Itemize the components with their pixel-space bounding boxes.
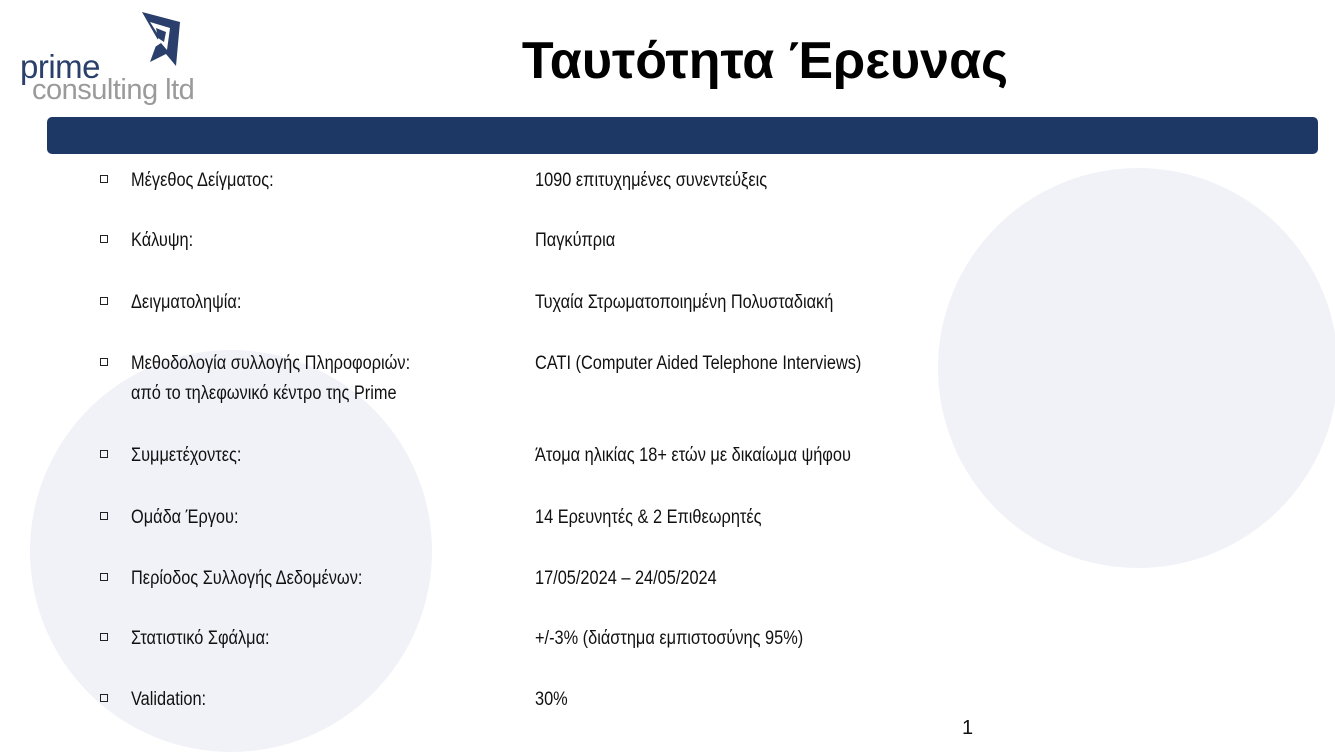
- item-label-line1: Μεθοδολογία συλλογής Πληροφοριών:: [131, 353, 411, 374]
- square-bullet-icon: [100, 358, 108, 366]
- logo-wordmark-prime: prime: [20, 48, 101, 85]
- square-bullet-icon: [100, 694, 108, 702]
- square-bullet-icon: [100, 235, 108, 243]
- item-label: [131, 226, 449, 256]
- item-label: [131, 166, 449, 196]
- item-label-line1: Μέγεθος Δείγματος:: [131, 170, 274, 191]
- item-label: [131, 685, 449, 715]
- item-label-line1: Κάλυψη:: [131, 230, 194, 251]
- item-label-line1: Validation:: [131, 689, 207, 710]
- square-bullet-icon: [100, 450, 108, 458]
- item-label: [131, 564, 449, 594]
- item-label-line1: Δειγματοληψία:: [131, 292, 242, 313]
- item-label-line1: Στατιστικό Σφάλμα:: [131, 628, 270, 649]
- item-label: [131, 288, 449, 318]
- item-value: CATI (Computer Aided Telephone Interviews): [535, 353, 862, 374]
- square-bullet-icon: [100, 297, 108, 305]
- item-label-line1: Συμμετέχοντες:: [131, 445, 242, 466]
- page-title: Ταυτότητα Έρευνας: [521, 32, 1009, 90]
- item-value: 14 Ερευνητές & 2 Επιθεωρητές: [535, 507, 762, 528]
- item-label: [131, 624, 449, 654]
- page-number: 1: [962, 717, 974, 739]
- item-value: 1090 επιτυχημένες συνεντεύξεις: [535, 170, 768, 191]
- item-label: [131, 503, 449, 533]
- item-value: +/-3% (διάστημα εμπιστοσύνης 95%): [535, 628, 804, 649]
- square-bullet-icon: [100, 512, 108, 520]
- logo-wordmark-consulting: consulting ltd: [32, 74, 195, 106]
- item-label: [131, 349, 449, 409]
- square-bullet-icon: [100, 633, 108, 641]
- square-bullet-icon: [100, 175, 108, 183]
- item-value: Παγκύπρια: [535, 230, 616, 251]
- item-label-line1: Ομάδα Έργου:: [131, 507, 239, 528]
- item-value: 30%: [535, 689, 568, 710]
- square-bullet-icon: [100, 573, 108, 581]
- item-value: 17/05/2024 – 24/05/2024: [535, 568, 717, 589]
- item-value: Άτομα ηλικίας 18+ ετών με δικαίωμα ψήφου: [535, 445, 851, 466]
- item-label: [131, 441, 449, 471]
- item-label-line2: από το τηλεφωνικό κέντρο της Prime: [131, 383, 397, 404]
- item-label-line1: Περίοδος Συλλογής Δεδομένων:: [131, 568, 363, 589]
- item-value: Τυχαία Στρωματοποιημένη Πολυσταδιακή: [535, 292, 834, 313]
